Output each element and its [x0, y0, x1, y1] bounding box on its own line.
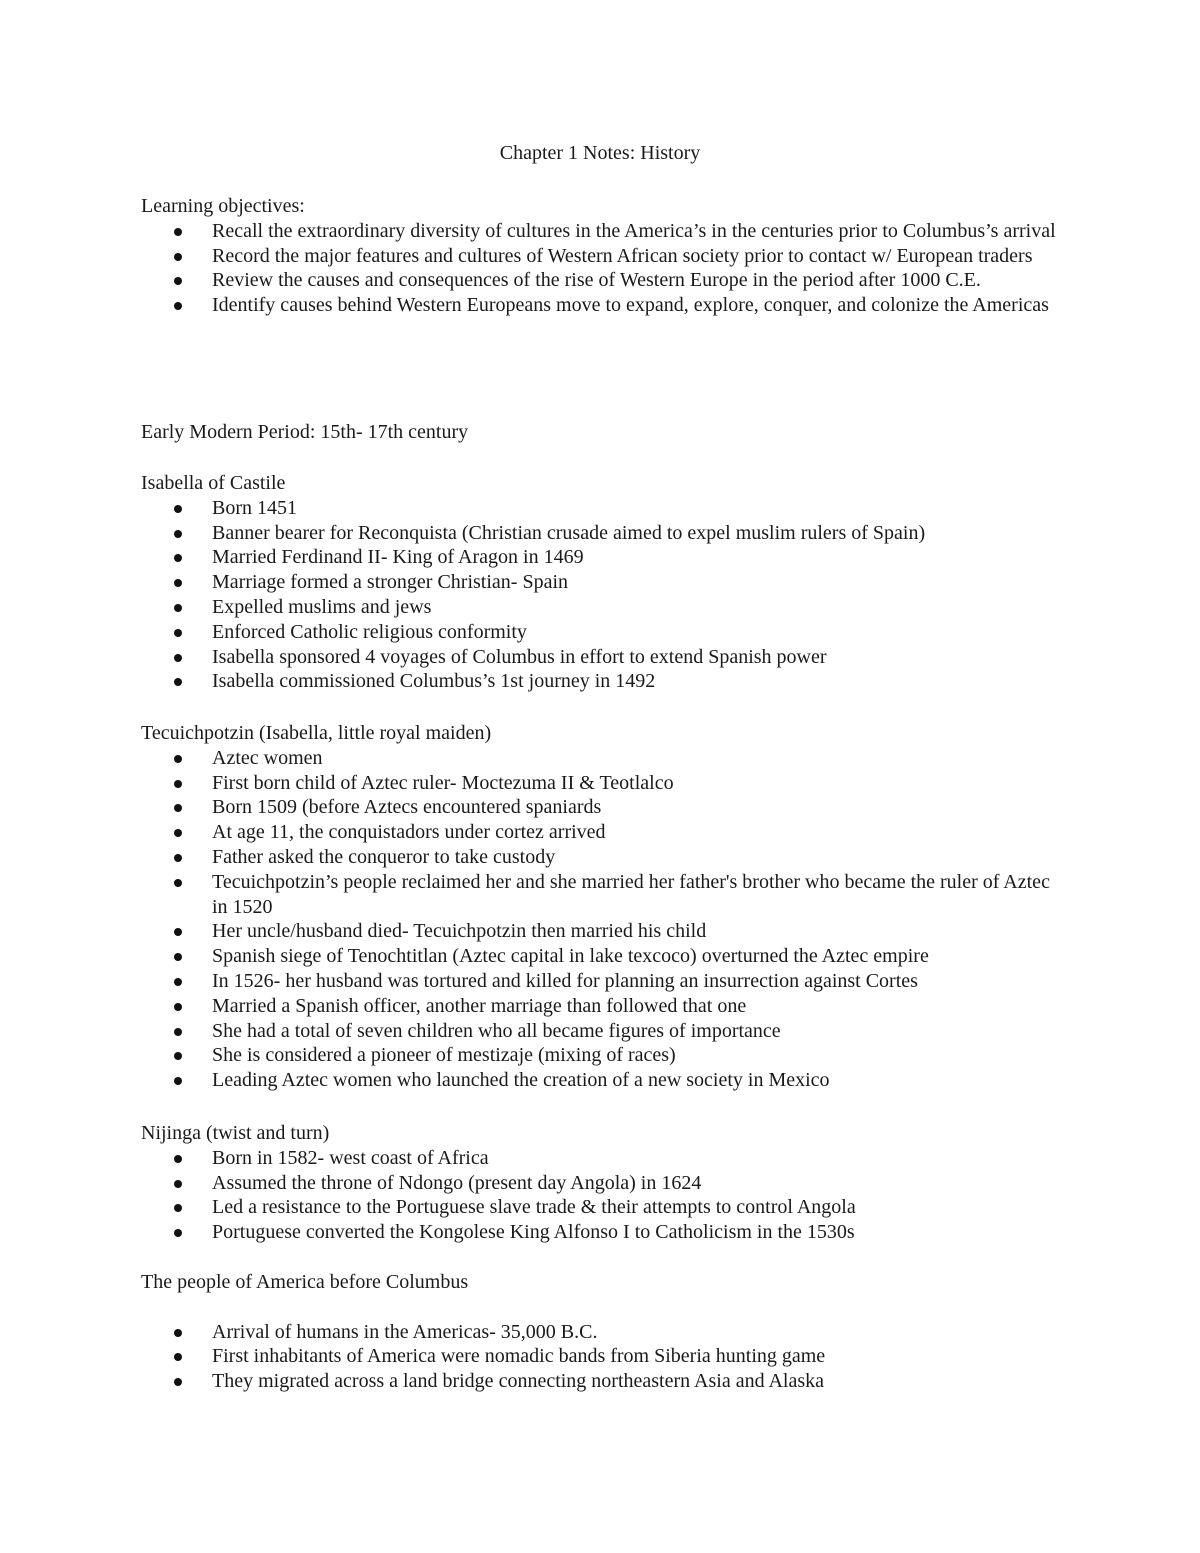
list-item: Father asked the conqueror to take custody: [141, 845, 1061, 870]
bullet-icon: [174, 1052, 182, 1060]
bullet-icon: [174, 804, 182, 812]
bullet-icon: [174, 1028, 182, 1036]
bullet-icon: [174, 554, 182, 562]
bullet-list: [141, 219, 1061, 318]
list-item: Born in 1582- west coast of Africa: [141, 1146, 1061, 1171]
page-title: Chapter 1 Notes: History: [499, 142, 701, 164]
list-item: Led a resistance to the Portuguese slave trade & their attempts to control Angola: [141, 1195, 1061, 1220]
bullet-icon: [174, 579, 182, 587]
bullet-icon: [174, 854, 182, 862]
section-learning-objectives: [141, 194, 1061, 318]
section-tecuichpotzin: [141, 721, 1061, 1093]
list-item: Isabella commissioned Columbus’s 1st journey in 1492: [141, 669, 1061, 694]
bullet-icon: [174, 228, 182, 236]
list-item: Arrival of humans in the Americas- 35,000 B.C.: [141, 1320, 1061, 1345]
bullet-icon: [174, 302, 182, 310]
list-item: Expelled muslims and jews: [141, 595, 1061, 620]
list-item: She is considered a pioneer of mestizaje (mixing of races): [141, 1043, 1061, 1068]
section-people-of-america: [141, 1270, 1061, 1394]
bullet-icon: [174, 1229, 182, 1237]
list-item: Portuguese converted the Kongolese King Alfonso I to Catholicism in the 1530s: [141, 1220, 1061, 1245]
bullet-icon: [174, 1180, 182, 1188]
bullet-icon: [174, 253, 182, 261]
bullet-icon: [174, 277, 182, 285]
list-item: Tecuichpotzin’s people reclaimed her and she married her father's brother who became the ruler of Aztec in 1520: [141, 870, 1061, 920]
bullet-list: [141, 496, 1061, 694]
bullet-list: [141, 746, 1061, 1093]
list-item: Identify causes behind Western Europeans move to expand, explore, conquer, and colonize the Americas: [141, 293, 1061, 318]
list-item: In 1526- her husband was tortured and killed for planning an insurrection against Cortes: [141, 969, 1061, 994]
bullet-icon: [174, 928, 182, 936]
bullet-icon: [174, 953, 182, 961]
section-nijinga: [141, 1121, 1061, 1245]
section-early-modern-period: [141, 420, 1061, 445]
bullet-icon: [174, 1353, 182, 1361]
bullet-icon: [174, 829, 182, 837]
list-item: Enforced Catholic religious conformity: [141, 620, 1061, 645]
bullet-icon: [174, 978, 182, 986]
section-heading: Isabella of Castile: [141, 472, 286, 494]
bullet-list: [141, 1320, 1061, 1394]
list-item: Married Ferdinand II- King of Aragon in 1469: [141, 545, 1061, 570]
bullet-icon: [174, 654, 182, 662]
list-item: Aztec women: [141, 746, 1061, 771]
section-heading: Nijinga (twist and turn): [141, 1122, 330, 1144]
list-item: At age 11, the conquistadors under cortez arrived: [141, 820, 1061, 845]
list-item: Marriage formed a stronger Christian- Spain: [141, 570, 1061, 595]
section-heading: Tecuichpotzin (Isabella, little royal maiden): [141, 722, 492, 744]
list-item: Assumed the throne of Ndongo (present day Angola) in 1624: [141, 1171, 1061, 1196]
list-item: Isabella sponsored 4 voyages of Columbus in effort to extend Spanish power: [141, 645, 1061, 670]
list-item: Record the major features and cultures of Western African society prior to contact w/ European traders: [141, 244, 1061, 269]
bullet-icon: [174, 678, 182, 686]
list-item: Born 1509 (before Aztecs encountered spaniards: [141, 795, 1061, 820]
section-heading: Early Modern Period: 15th- 17th century: [141, 421, 469, 443]
list-item: Leading Aztec women who launched the creation of a new society in Mexico: [141, 1068, 1061, 1093]
bullet-icon: [174, 1155, 182, 1163]
bullet-icon: [174, 629, 182, 637]
list-item: Born 1451: [141, 496, 1061, 521]
bullet-list: [141, 1146, 1061, 1245]
list-item: They migrated across a land bridge connecting northeastern Asia and Alaska: [141, 1369, 1061, 1394]
section-isabella-of-castile: [141, 471, 1061, 694]
bullet-icon: [174, 755, 182, 763]
bullet-icon: [174, 1003, 182, 1011]
bullet-icon: [174, 780, 182, 788]
list-item: Recall the extraordinary diversity of cultures in the America’s in the centuries prior to Columbus’s arrival: [141, 219, 1061, 244]
bullet-icon: [174, 1378, 182, 1386]
bullet-icon: [174, 1204, 182, 1212]
list-item: First born child of Aztec ruler- Moctezuma II & Teotlalco: [141, 771, 1061, 796]
list-item: Review the causes and consequences of the rise of Western Europe in the period after 1000 C.E.: [141, 268, 1061, 293]
list-item: Banner bearer for Reconquista (Christian crusade aimed to expel muslim rulers of Spain): [141, 521, 1061, 546]
list-item: Married a Spanish officer, another marriage than followed that one: [141, 994, 1061, 1019]
blank-line: [141, 1295, 1061, 1320]
bullet-icon: [174, 1329, 182, 1337]
list-item: Her uncle/husband died- Tecuichpotzin then married his child: [141, 919, 1061, 944]
list-item: Spanish siege of Tenochtitlan (Aztec capital in lake texcoco) overturned the Aztec empire: [141, 944, 1061, 969]
list-item: She had a total of seven children who all became figures of importance: [141, 1019, 1061, 1044]
list-item: First inhabitants of America were nomadic bands from Siberia hunting game: [141, 1344, 1061, 1369]
section-heading: The people of America before Columbus: [141, 1271, 469, 1293]
bullet-icon: [174, 604, 182, 612]
bullet-icon: [174, 505, 182, 513]
bullet-icon: [174, 1077, 182, 1085]
section-heading: Learning objectives:: [141, 195, 305, 217]
bullet-icon: [174, 879, 182, 887]
bullet-icon: [174, 530, 182, 538]
